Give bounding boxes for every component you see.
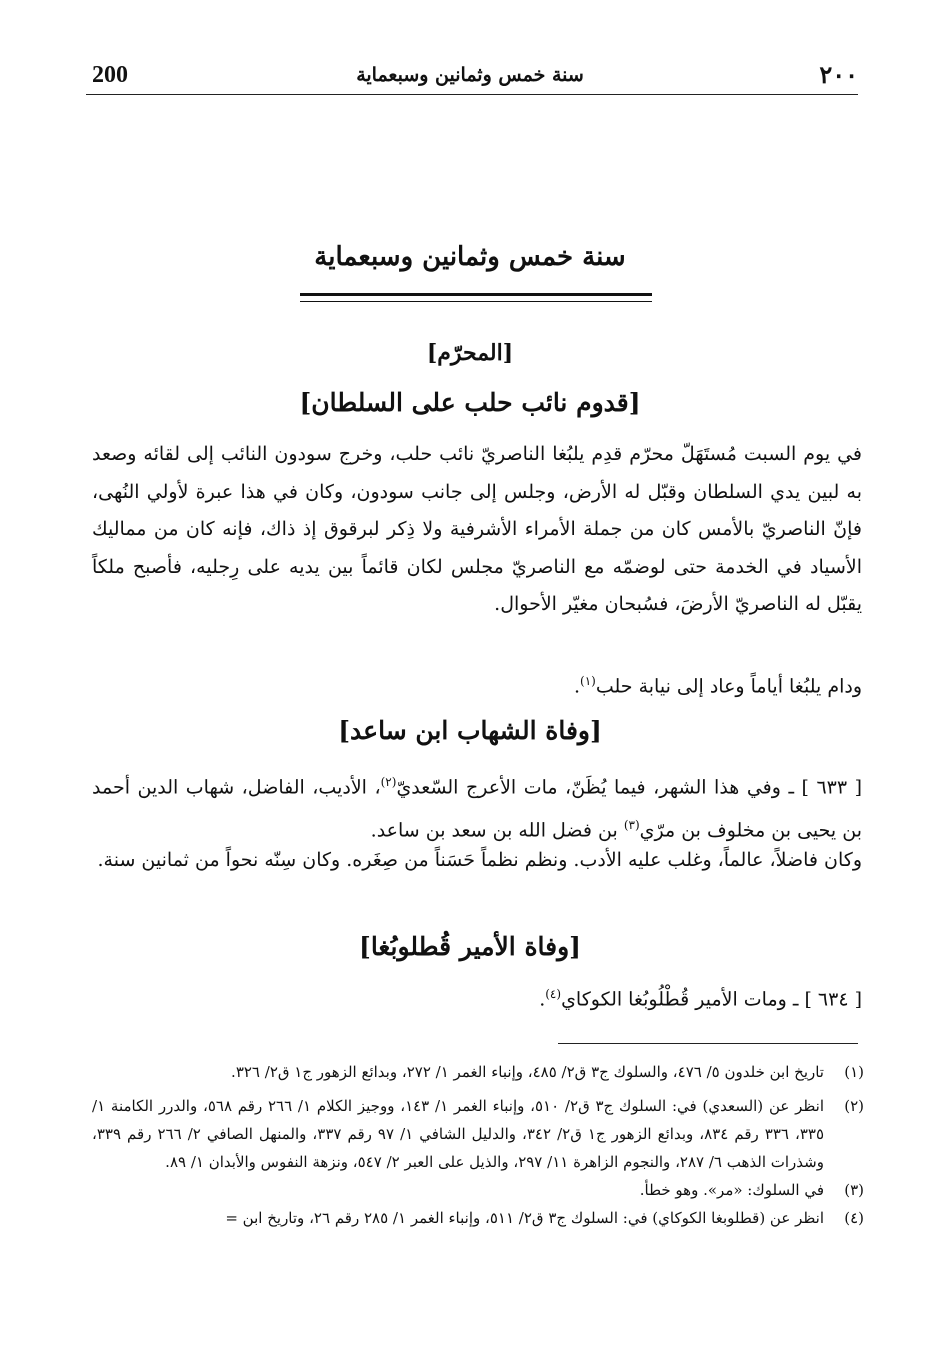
page-header (0, 58, 940, 98)
running-title: سنة خمس وثمانين وسبعماية (356, 64, 584, 86)
year-title: سنة خمس وثمانين وسبعماية (314, 242, 626, 272)
entry-633-part-c: بن فضل الله بن سعد بن ساعد. (370, 819, 624, 842)
footnote-text: تاريخ ابن خلدون ٥/ ٤٧٦، والسلوك ج٣ ق٢/ ٤٨٥، وإنباء الغمر ١/ ٢٧٢، وبدائع الزهور ج١ ق٢/ ٣٢٦. (231, 1063, 824, 1081)
sentence-end: . (573, 675, 581, 698)
footnote-text: في السلوك: «مر». وهو خطأ. (639, 1181, 824, 1199)
title-rule-thick (300, 293, 652, 296)
footnotes (92, 1058, 864, 1232)
title-rule-thin (300, 301, 652, 302)
paragraph-return (92, 663, 862, 706)
footnote-item (92, 1058, 864, 1086)
paragraph-ibn-saed-2: وكان فاضلاً، عالماً، وغلب عليه الأدب. ونظم نظماً حَسَناً من صِغَره. وكان سِنّه نحواً من ثمانين سنة. (97, 849, 862, 871)
section-heading-ibn-saed: [وفاة الشهاب ابن ساعد] (338, 716, 602, 745)
footnote-ref-4: (٤) (545, 987, 562, 1001)
paragraph-qutlubugha (92, 976, 862, 1019)
footnote-item (92, 1176, 864, 1204)
header-rule (86, 94, 858, 95)
paragraph-ibn-saed-1 (92, 764, 862, 850)
month-heading: [المحرّم] (426, 340, 514, 366)
entry-634-text: [ ٦٣٤ ] ـ ومات الأمير قُطْلُوبُغا الكوكاي (561, 988, 862, 1011)
page-number-latin: 200 (92, 62, 128, 88)
sentence-end: . (539, 988, 546, 1011)
footnote-number: (٢) (844, 1097, 864, 1115)
footnote-number: (٤) (844, 1209, 864, 1227)
footnote-number: (١) (844, 1063, 864, 1081)
footnote-separator (558, 1043, 858, 1044)
footnote-text: انظر عن (السعدي) في: السلوك ج٣ ق٢/ ٥١٠، وإنباء الغمر ١/ ١٤٣، ووجيز الكلام ١/ ٢٦٦ رقم ٥٦٨، والدرر الكامنة ١/ ٣٣٥، ٣٣٦ رقم ٨٣٤، وبدائع الزهور ج١ ق٢/ ٣٤٢، والدليل الشافي ١/ ٩٧ رقم ٣٣٧، والمنهل الصافي ٢/ ٢٦٦ رقم ٣٣٩، وشذرات الذهب ٦/ ٢٨٧، والنجوم الزاهرة ١١/ ٢٩٧، والذيل على العبر ٢/ ٥٤٧، ونزهة النفوس والأبدان ١/ ٨٩. (92, 1097, 825, 1171)
section-heading-arrival: [قدوم نائب حلب على السلطان] (299, 388, 641, 417)
entry-633-part-b: ، الأديب، الفاضل، شهاب الدين أحمد بن يحيى بن مخلوف بن مرّي (92, 776, 862, 842)
entry-633-part-a: [ ٦٣٣ ] ـ وفي هذا الشهر، فيما يُظَنّ، مات الأعرج السّعديّ (396, 776, 863, 799)
paragraph-return-text: ودام يلبُغا أياماً وعاد إلى نيابة حلب (595, 675, 862, 698)
footnote-item (92, 1092, 864, 1176)
page-number-arabic: ٢٠٠ (819, 60, 858, 89)
footnote-ref-3: (٣) (623, 817, 640, 832)
footnote-item (92, 1204, 864, 1232)
paragraph-arrival: في يوم السبت مُستَهَلّ محرّم قدِم يلبُغا الناصريّ نائب حلب، وخرج سودون النائب إلى لقائه وصعد به لبين يدي السلطان وقبّل له الأرض، وجلس إلى جانب سودون، وكان في هذا عبرة لأولي النُهى، فإنّ الناصريّ بالأمس كان من جملة الأمراء الأشرفية ولا ذِكر لبرقوق إذ ذاك، فإنه كان من مماليك الأسياد في الخدمة حتى لوضمّه مع الناصريّ مجلس لكان قائماً بين يديه على رِجليه، فأصبح ملكاً يقبّل له الناصريّ الأرضَ، فسُبحان مغيّر الأحوال. (92, 443, 862, 615)
footnote-ref-2: (٢) (380, 775, 397, 789)
footnote-number: (٣) (844, 1181, 864, 1199)
section-heading-qutlubugha: [وفاة الأمير قُطلوبُغا] (358, 932, 582, 961)
footnote-text: انظر عن (قطلوبغا الكوكاي) في: السلوك ج٣ ق٢/ ٥١١، وإنباء الغمر ١/ ٢٨٥ رقم ٢٦، وتاريخ ابن = (225, 1209, 824, 1227)
footnote-ref-1: (١) (580, 674, 596, 688)
